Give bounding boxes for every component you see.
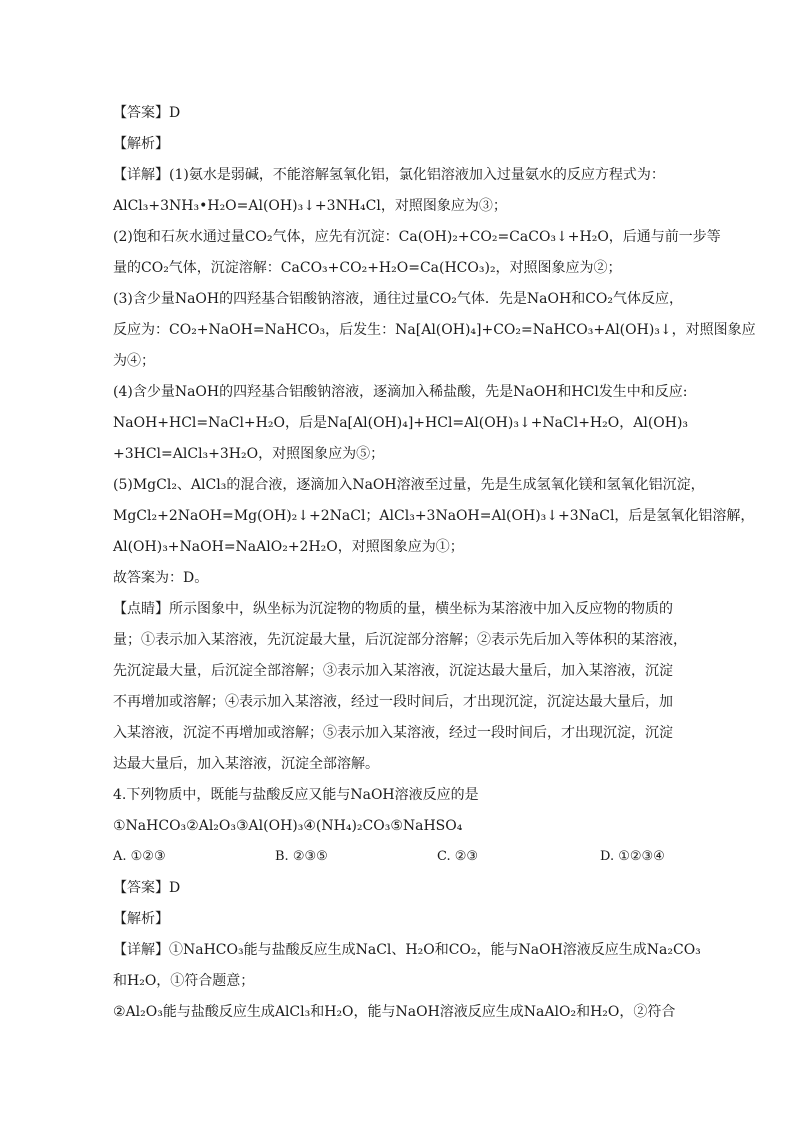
analysis-heading: 【解析】 (113, 911, 169, 927)
text-line: 反应为：CO₂+NaOH=NaHCO₃，后发生：Na[Al(OH)₄]+CO₂=NaHCO₃+Al(OH)₃↓，对照图象应 (113, 322, 756, 338)
text-line: MgCl₂+2NaOH=Mg(OH)₂↓+2NaCl；AlCl₃+3NaOH=Al(OH)₃↓+3NaCl，后是氢氧化铝溶解， (113, 508, 755, 524)
text-line: 量；①表示加入某溶液，先沉淀最大量，后沉淀部分溶解；②表示先后加入等体积的某溶液， (113, 632, 687, 648)
answer-line: 【答案】D (113, 880, 181, 896)
text-line: 达最大量后，加入某溶液，沉淀全部溶解。 (113, 756, 379, 772)
analysis-heading: 【解析】 (113, 136, 169, 152)
option-c: C. ②③ (437, 849, 479, 864)
option-b: B. ②③⑤ (275, 849, 328, 864)
option-d: D. ①②③④ (600, 849, 665, 864)
text-line: 不再增加或溶解；④表示加入某溶液，经过一段时间后，才出现沉淀，沉淀达最大量后，加 (113, 694, 673, 710)
text-line: 【详解】①NaHCO₃能与盐酸反应生成NaCl、H₂O和CO₂，能与NaOH溶液反应生成Na₂CO₃ (113, 942, 701, 958)
question-stem: 4.下列物质中，既能与盐酸反应又能与NaOH溶液反应的是 (113, 787, 479, 803)
text-line: 故答案为：D。 (113, 570, 209, 586)
answer-line: 【答案】D (113, 105, 181, 121)
text-line: (5)MgCl₂、AlCl₃的混合液，逐滴加入NaOH溶液至过量，先是生成氢氧化镁和氢氧化铝沉淀， (113, 477, 705, 493)
text-line: 和H₂O，①符合题意； (113, 973, 255, 989)
question-items: ①NaHCO₃②Al₂O₃③Al(OH)₃④(NH₄)₂CO₃⑤NaHSO₄ (113, 818, 463, 834)
text-line: 先沉淀最大量，后沉淀全部溶解；③表示加入某溶液，沉淀达最大量后，加入某溶液，沉淀 (113, 663, 673, 679)
text-line: 为④； (113, 353, 155, 369)
text-line: AlCl₃+3NH₃•H₂O=Al(OH)₃↓+3NH₄Cl，对照图象应为③； (113, 198, 507, 214)
text-line: 量的CO₂气体，沉淀溶解：CaCO₃+CO₂+H₂O=Ca(HCO₃)₂，对照图象应为②； (113, 260, 622, 276)
text-line: +3HCl=AlCl₃+3H₂O，对照图象应为⑤； (113, 446, 385, 462)
text-line: ②Al₂O₃能与盐酸反应生成AlCl₃和H₂O，能与NaOH溶液反应生成NaAlO₂和H₂O，②符合 (113, 1004, 676, 1020)
text-line: 入某溶液，沉淀不再增加或溶解；⑤表示加入某溶液，经过一段时间后，才出现沉淀，沉淀 (113, 725, 673, 741)
text-line: (4)含少量NaOH的四羟基合铝酸钠溶液，逐滴加入稀盐酸，先是NaOH和HCl发生中和反应: (113, 384, 688, 400)
text-line: NaOH+HCl=NaCl+H₂O，后是Na[Al(OH)₄]+HCl=Al(OH)₃↓+NaCl+H₂O，Al(OH)₃ (113, 415, 689, 431)
text-line: 【点睛】所示图象中，纵坐标为沉淀物的物质的量，横坐标为某溶液中加入反应物的物质的 (113, 601, 673, 617)
text-line: (2)饱和石灰水通过量CO₂气体，应先有沉淀：Ca(OH)₂+CO₂=CaCO₃↓+H₂O，后通与前一步等 (113, 229, 721, 245)
text-line: Al(OH)₃+NaOH=NaAlO₂+2H₂O，对照图象应为①； (113, 539, 464, 555)
text-line: (3)含少量NaOH的四羟基合铝酸钠溶液，通往过量CO₂气体．先是NaOH和CO₂气体反应， (113, 291, 683, 307)
option-a: A. ①②③ (113, 849, 166, 864)
text-line: 【详解】(1)氨水是弱碱，不能溶解氢氧化铝，氯化铝溶液加入过量氨水的反应方程式为： (113, 167, 665, 183)
